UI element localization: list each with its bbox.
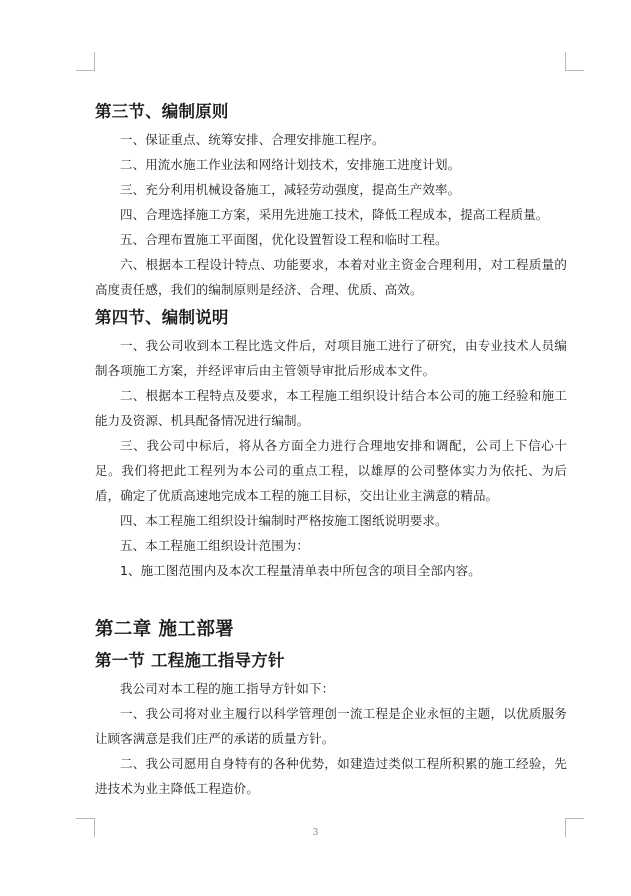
paragraph: 三、充分利用机械设备施工，减轻劳动强度，提高生产效率。: [120, 182, 461, 197]
paragraph: 一、保证重点、统筹安排、合理安排施工程序。: [120, 132, 385, 147]
paragraph: 二、用流水施工作业法和网络计划技术，安排施工进度计划。: [120, 157, 461, 172]
paragraph: 一、我公司将对业主履行以科学管理创一流工程是企业永恒的主题，以优质服务让顾客满意是我们庄严的承诺的质量方针。: [95, 706, 567, 746]
paragraph: 五、合理布置施工平面图，优化设置暂设工程和临时工程。: [120, 232, 448, 247]
document-body: [95, 98, 567, 801]
margin-corner-top-right: [565, 52, 584, 71]
page-number: 3: [312, 828, 319, 838]
paragraph: 一、我公司收到本工程比选文件后，对项目施工进行了研究，由专业技术人员编制各项施工方案，并经评审后由主管领导审批后形成本文件。: [95, 338, 567, 378]
paragraph: 五、本工程施工组织设计范围为：: [120, 538, 310, 553]
paragraph: 三、我公司中标后，将从各方面全力进行合理地安排和调配，公司上下信心十足。我们将把此工程列为本公司的重点工程，以雄厚的公司整体实力为依托、为后盾，确定了优质高速地完成本工程的施工目标，交出让业主满意的精品。: [95, 438, 567, 503]
margin-corner-top-left: [76, 52, 95, 71]
section-heading: 第一节 工程施工指导方针: [95, 651, 285, 670]
paragraph: 1、施工图范围内及本次工程量清单表中所包含的项目全部内容。: [120, 563, 481, 578]
paragraph: 四、本工程施工组织设计编制时严格按施工图纸说明要求。: [120, 513, 448, 528]
paragraph: 六、根据本工程设计特点、功能要求，本着对业主资金合理利用，对工程质量的高度责任感，我们的编制原则是经济、合理、优质、高效。: [95, 257, 567, 297]
paragraph: 二、根据本工程特点及要求，本工程施工组织设计结合本公司的施工经验和施工能力及资源、机具配备情况进行编制。: [95, 388, 567, 428]
paragraph: 二、我公司愿用自身特有的各种优势，如建造过类似工程所积累的施工经验，先进技术为业主降低工程造价。: [95, 756, 567, 796]
chapter-heading: 第二章 施工部署: [95, 619, 235, 640]
section-heading: 第三节、编制原则: [95, 102, 229, 121]
paragraph: 我公司对本工程的施工指导方针如下：: [120, 681, 335, 696]
section-heading: 第四节、编制说明: [95, 308, 229, 327]
paragraph: 四、合理选择施工方案，采用先进施工技术，降低工程成本，提高工程质量。: [120, 207, 549, 222]
